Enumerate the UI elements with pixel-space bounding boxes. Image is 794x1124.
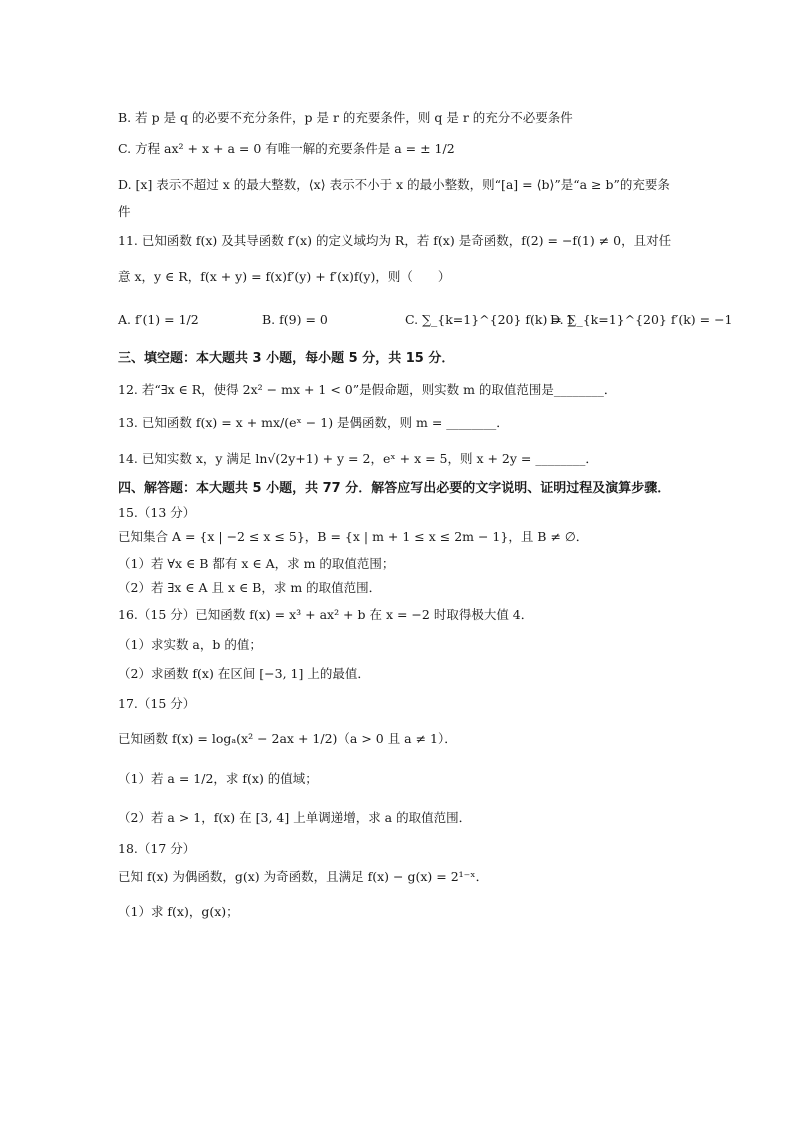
q12: 12. 若“∃x ∈ R，使得 2x² − mx + 1 < 0”是假命题，则实数 m 的取值范围是________．	[118, 382, 617, 397]
q11-option-b: B. f(9) = 0	[262, 312, 328, 327]
q15-part2: （2）若 ∃x ∈ A 且 x ∈ B，求 m 的取值范围．	[118, 580, 382, 595]
q18-stem: 已知 f(x) 为偶函数，g(x) 为奇函数，且满足 f(x) − g(x) = 2¹⁻ˣ．	[118, 869, 489, 884]
q10-option-b: B. 若 p 是 q 的必要不充分条件，p 是 r 的充要条件，则 q 是 r 的充分不必要条件	[118, 110, 573, 125]
q11-stem-cont: 意 x，y ∈ R，f(x + y) = f(x)f′(y) + f′(x)f(y)，则（ ）	[118, 269, 451, 284]
q18-header: 18.（17 分）	[118, 841, 196, 856]
q16-part2: （2）求函数 f(x) 在区间 [−3, 1] 上的最值．	[118, 666, 370, 681]
q13: 13. 已知函数 f(x) = x + mx/(eˣ − 1) 是偶函数，则 m = ________．	[118, 415, 509, 430]
q11-option-c: C. ∑_{k=1}^{20} f(k) = 1	[405, 312, 574, 327]
q18-part1: （1）求 f(x)，g(x)；	[118, 904, 239, 919]
section-3-heading: 三、填空题：本大题共 3 小题，每小题 5 分，共 15 分．	[118, 351, 455, 366]
section-4-heading: 四、解答题：本大题共 5 小题，共 77 分．解答应写出必要的文字说明、证明过程及演算步骤．	[118, 481, 671, 496]
q15-stem: 已知集合 A = {x | −2 ≤ x ≤ 5}，B = {x | m + 1 ≤ x ≤ 2m − 1}，且 B ≠ ∅．	[118, 529, 589, 544]
q15-header: 15.（13 分）	[118, 505, 196, 520]
q16-stem: 16.（15 分）已知函数 f(x) = x³ + ax² + b 在 x = −2 时取得极大值 4．	[118, 607, 534, 622]
q17-part1: （1）若 a = 1/2，求 f(x) 的值域；	[118, 771, 318, 786]
q14: 14. 已知实数 x，y 满足 ln√(2y+1) + y = 2，eˣ + x = 5，则 x + 2y = ________．	[118, 451, 598, 466]
q17-part2: （2）若 a > 1，f(x) 在 [3, 4] 上单调递增，求 a 的取值范围．	[118, 810, 472, 825]
q16-part1: （1）求实数 a，b 的值；	[118, 637, 262, 652]
q11-option-d: D. ∑_{k=1}^{20} f′(k) = −1	[550, 312, 733, 327]
q11-stem: 11. 已知函数 f(x) 及其导函数 f′(x) 的定义域均为 R，若 f(x) 是奇函数，f(2) = −f(1) ≠ 0，且对任	[118, 233, 672, 248]
q15-part1: （1）若 ∀x ∈ B 都有 x ∈ A，求 m 的取值范围；	[118, 556, 395, 571]
q17-stem: 已知函数 f(x) = logₐ(x² − 2ax + 1/2)（a > 0 且 a ≠ 1）．	[118, 731, 457, 746]
q10-option-d-cont: 件	[118, 204, 131, 219]
q11-option-a: A. f′(1) = 1/2	[118, 312, 199, 327]
q10-option-d: D. [x] 表示不超过 x 的最大整数，⟨x⟩ 表示不小于 x 的最小整数，则“[a] = ⟨b⟩”是“a ≥ b”的充要条	[118, 177, 670, 192]
q10-option-c: C. 方程 ax² + x + a = 0 有唯一解的充要条件是 a = ± 1/2	[118, 141, 455, 156]
q17-header: 17.（15 分）	[118, 696, 196, 711]
